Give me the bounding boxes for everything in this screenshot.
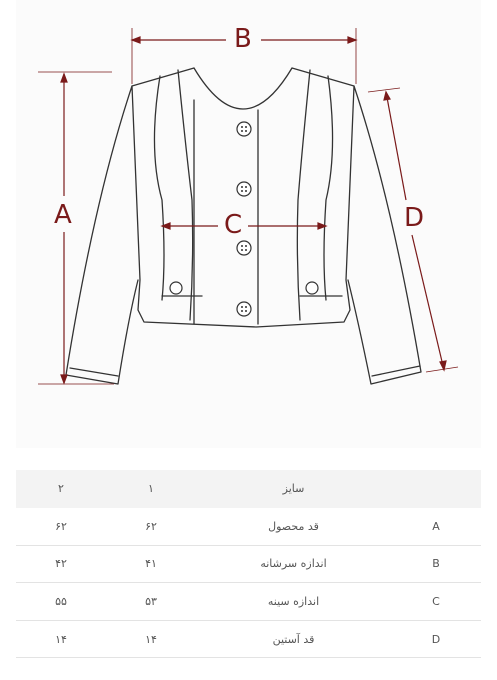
button-3 (237, 241, 251, 255)
cell-size-1: ۵۳ (106, 583, 196, 621)
cell-measure-name: قد آستین (196, 620, 391, 658)
jacket-body-outline (132, 68, 354, 327)
size-table (16, 470, 481, 658)
dimension-label-a: A (54, 200, 72, 230)
left-sleeve (66, 86, 138, 384)
pocket-button-right (306, 282, 318, 294)
dimension-line-d (386, 92, 406, 200)
table-row (16, 583, 481, 621)
header-key (391, 470, 481, 508)
right-sleeve (348, 86, 421, 384)
cell-key: D (391, 620, 481, 658)
button-2 (237, 182, 251, 196)
table-row (16, 545, 481, 583)
table-row (16, 620, 481, 658)
header-size-label: سایز (196, 470, 391, 508)
jacket-neckline (194, 68, 292, 109)
cell-size-1: ۴۱ (106, 545, 196, 583)
cell-measure-name: قد محصول (196, 508, 391, 546)
jacket-size-diagram (16, 0, 481, 448)
dimension-label-b: B (234, 24, 252, 54)
cell-key: A (391, 508, 481, 546)
cell-size-1: ۱۴ (106, 620, 196, 658)
cell-key: C (391, 583, 481, 621)
header-size-2: ۲ (16, 470, 106, 508)
right-princess-seam (324, 76, 333, 300)
table-header-row (16, 470, 481, 508)
cell-measure-name: اندازه سرشانه (196, 545, 391, 583)
header-size-1: ۱ (106, 470, 196, 508)
cell-size-1: ۶۲ (106, 508, 196, 546)
cell-key: B (391, 545, 481, 583)
cell-size-2: ۱۴ (16, 620, 106, 658)
dimension-label-d: D (404, 203, 425, 233)
left-princess-seam (154, 76, 164, 300)
cell-measure-name: اندازه سینه (196, 583, 391, 621)
cell-size-2: ۴۲ (16, 545, 106, 583)
button-1 (237, 122, 251, 136)
dimension-label-c: C (224, 210, 243, 240)
pocket-button-left (170, 282, 182, 294)
cell-size-2: ۶۲ (16, 508, 106, 546)
table-row (16, 508, 481, 546)
cell-size-2: ۵۵ (16, 583, 106, 621)
button-4 (237, 302, 251, 316)
